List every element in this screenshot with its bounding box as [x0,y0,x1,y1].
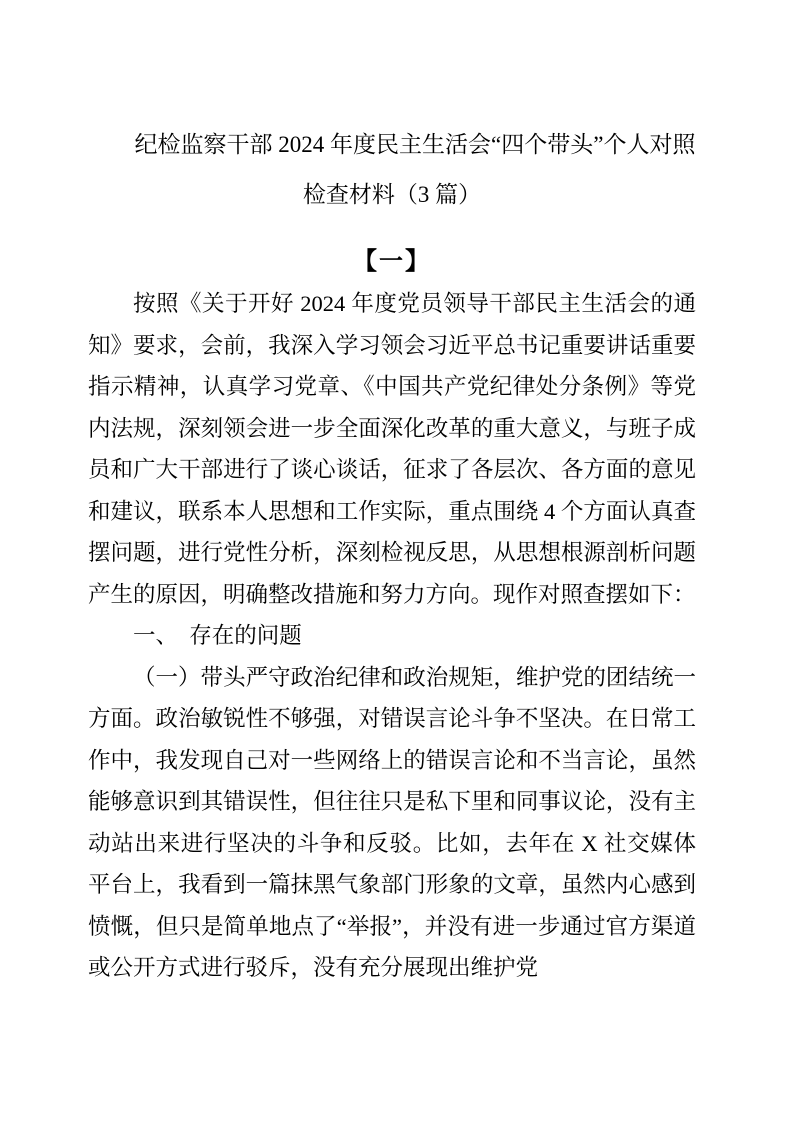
title-line-1: 纪检监察干部 2024 年度民主生活会“四个带头”个人对照 [134,132,696,157]
title-line-2: 检查材料（3 篇） [302,182,482,207]
paragraph-intro: 按照《关于开好 2024 年度党员领导干部民主生活会的通知》要求，会前，我深入学习领会习近平总书记重要讲话重要指示精神，认真学习党章、《中国共产党纪律处分条例》等党内法规，深刻领会进一步全面深化改革的重大意义，与班子成员和广大干部进行了谈心谈话，征求了各层次、各方面的意见和建议，联系本人思想和工作实际，重点围绕 4 个方面认真查摆问题，进行党性分析，深刻检视反思，从思想根源剖析问题产生的原因，明确整改措施和努力方向。现作对照查摆如下： [88,291,696,607]
document-title [88,120,696,220]
heading-existing-problems: 一、 存在的问题 [133,623,302,648]
paragraph-problem-1: （一）带头严守政治纪律和政治规矩，维护党的团结统一方面。政治敏锐性不够强，对错误言论斗争不坚决。在日常工作中，我发现自己对一些网络上的错误言论和不当言论，虽然能够意识到其错误性，但往往只是私下里和同事议论，没有主动站出来进行坚决的斗争和反驳。比如，去年在 X 社交媒体平台上，我看到一篇抹黑气象部门形象的文章，虽然内心感到愤慨，但只是简单地点了“举报”，并没有进一步通过官方渠道或公开方式进行驳斥，没有充分展现出维护党 [88,664,696,980]
section-marker-one: 【一】 [353,249,431,275]
